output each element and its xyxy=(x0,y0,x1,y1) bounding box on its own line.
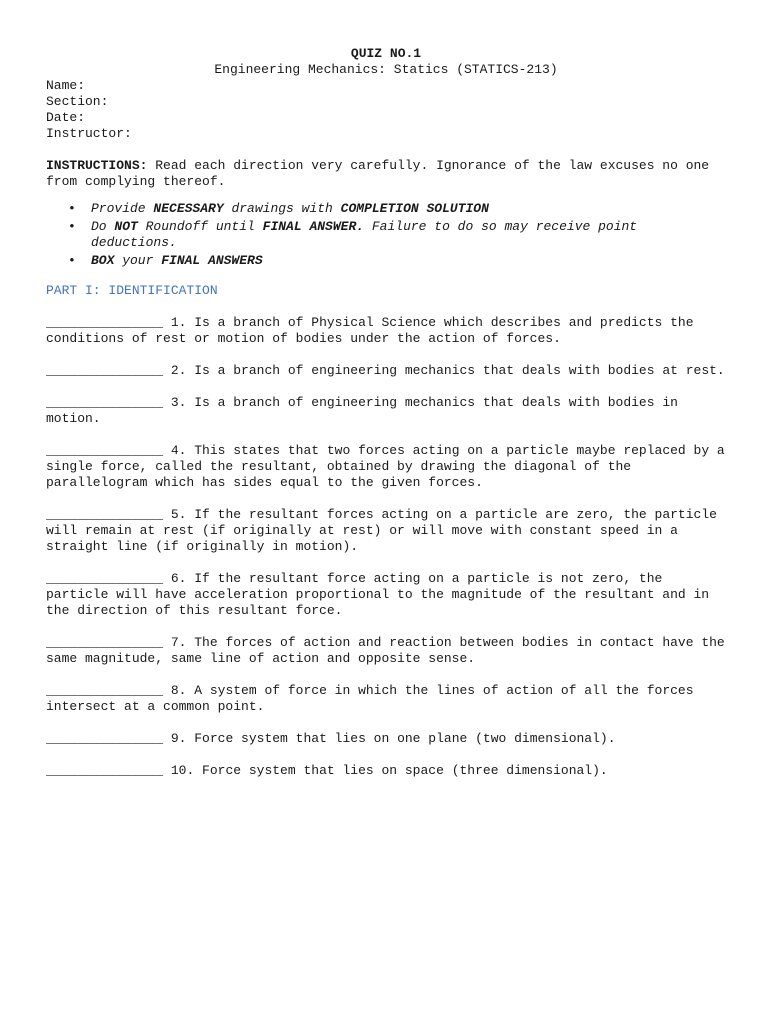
question-text: 4. This states that two forces acting on a particle maybe replaced by a single force, called the resultant, obtained by drawing the diagonal of the parallelogram which has sides equal to the given forces. xyxy=(46,443,725,490)
instruction-bullet-list xyxy=(46,201,726,269)
quiz-page xyxy=(46,46,726,795)
answer-blank[interactable]: _______________ xyxy=(46,763,164,778)
section-field-label: Section: xyxy=(46,94,109,109)
bullet-text-segment: your xyxy=(114,253,162,268)
question-item xyxy=(46,571,726,619)
date-field-label: Date: xyxy=(46,110,86,125)
question-text: 2. Is a branch of engineering mechanics that deals with bodies at rest. xyxy=(170,363,725,378)
question-text: 3. Is a branch of engineering mechanics that deals with bodies in motion. xyxy=(46,395,678,426)
answer-blank[interactable]: _______________ xyxy=(46,363,164,378)
part-heading: PART I: IDENTIFICATION xyxy=(46,283,218,298)
question-text: 7. The forces of action and reaction between bodies in contact have the same magnitude, same line of action and opposite sense. xyxy=(46,635,725,666)
answer-blank[interactable]: _______________ xyxy=(46,395,164,410)
quiz-title: QUIZ NO.1 xyxy=(350,46,422,61)
question-item xyxy=(46,731,726,747)
instruction-bullet xyxy=(46,219,726,251)
bullet-text-segment: Provide xyxy=(91,201,154,216)
question-item xyxy=(46,683,726,715)
name-field-label: Name: xyxy=(46,78,86,93)
question-item xyxy=(46,635,726,667)
bullet-text-segment: drawings with xyxy=(223,201,341,216)
bullet-text-segment: BOX xyxy=(91,253,115,268)
answer-blank[interactable]: _______________ xyxy=(46,571,164,586)
question-text: 8. A system of force in which the lines of action of all the forces intersect at a common point. xyxy=(46,683,694,714)
bullet-dot-icon: • xyxy=(68,253,76,268)
question-item xyxy=(46,315,726,347)
bullet-dot-icon: • xyxy=(68,219,76,234)
answer-blank[interactable]: _______________ xyxy=(46,635,164,650)
instructions-label: INSTRUCTIONS: xyxy=(46,158,148,173)
question-text: 10. Force system that lies on space (three dimensional). xyxy=(170,763,608,778)
question-list xyxy=(46,315,726,779)
bullet-text-segment: NOT xyxy=(114,219,138,234)
course-subtitle: Engineering Mechanics: Statics (STATICS-213) xyxy=(214,62,558,77)
question-item xyxy=(46,763,726,779)
answer-blank[interactable]: _______________ xyxy=(46,683,164,698)
bullet-dot-icon: • xyxy=(68,201,76,216)
bullet-text-segment: NECESSARY xyxy=(153,201,224,216)
answer-blank[interactable]: _______________ xyxy=(46,315,164,330)
question-text: 9. Force system that lies on one plane (two dimensional). xyxy=(170,731,616,746)
question-item xyxy=(46,443,726,491)
instruction-bullet xyxy=(46,201,726,217)
bullet-text-segment: Do xyxy=(91,219,115,234)
question-item xyxy=(46,363,726,379)
bullet-text-segment: COMPLETION SOLUTION xyxy=(340,201,489,216)
instructions-paragraph xyxy=(46,158,726,190)
question-text: 6. If the resultant force acting on a particle is not zero, the particle will have acceleration proportional to the magnitude of the resultant and in the direction of this resultant force. xyxy=(46,571,710,618)
instruction-bullet xyxy=(46,253,726,269)
question-item xyxy=(46,395,726,427)
answer-blank[interactable]: _______________ xyxy=(46,731,164,746)
answer-blank[interactable]: _______________ xyxy=(46,507,164,522)
answer-blank[interactable]: _______________ xyxy=(46,443,164,458)
bullet-text-segment: FINAL ANSWER. xyxy=(262,219,365,234)
question-text: 5. If the resultant forces acting on a particle are zero, the particle will remain at rest (if originally at rest) or will move with constant speed in a straight line (if originally in motion). xyxy=(46,507,717,554)
question-text: 1. Is a branch of Physical Science which describes and predicts the conditions of rest or motion of bodies under the action of forces. xyxy=(46,315,694,346)
instructor-field-label: Instructor: xyxy=(46,126,132,141)
bullet-text-segment: Roundoff until xyxy=(137,219,263,234)
bullet-text-segment: Failure to do so may receive point deductions. xyxy=(91,219,638,250)
question-item xyxy=(46,507,726,555)
bullet-text-segment: FINAL ANSWERS xyxy=(161,253,263,268)
instructions-text: Read each direction very carefully. Ignorance of the law excuses no one from complying thereof. xyxy=(46,158,710,189)
